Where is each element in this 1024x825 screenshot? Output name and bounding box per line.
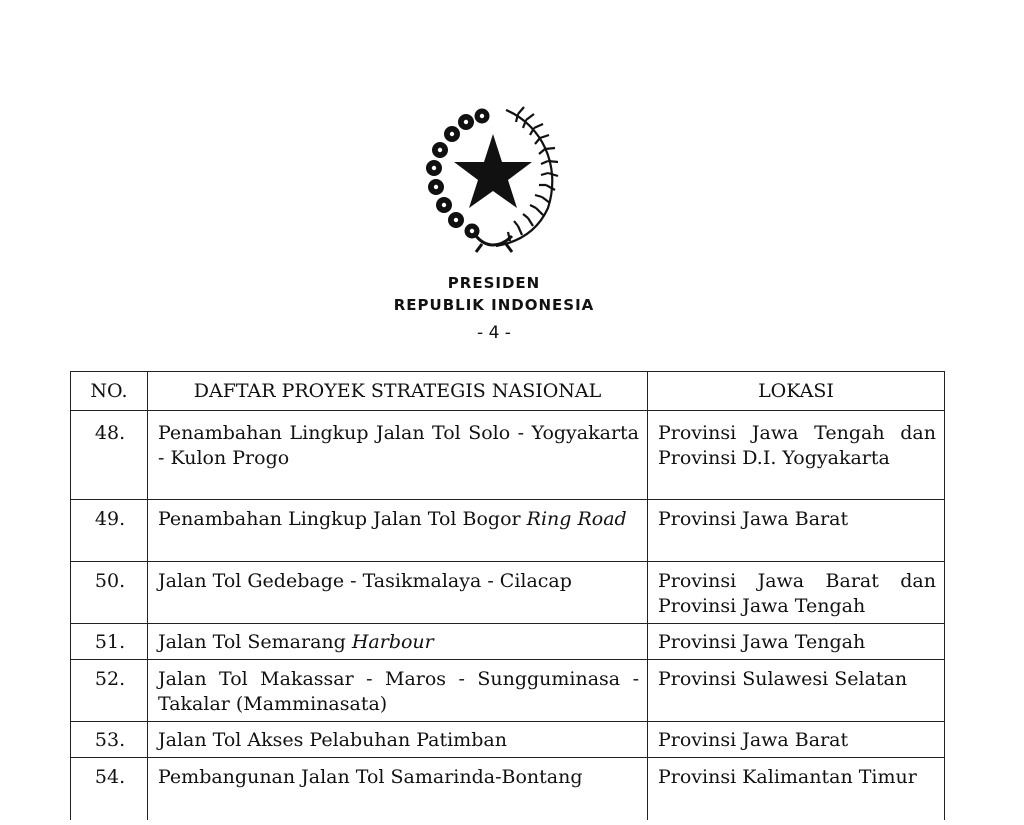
row-project-italic: Ring Road — [526, 508, 627, 530]
table-row — [71, 500, 945, 562]
row-project-text: Jalan Tol Semarang — [158, 631, 346, 653]
row-number: 52. — [71, 660, 148, 722]
row-number: 50. — [71, 562, 148, 624]
row-number: 48. — [71, 411, 148, 500]
row-location: Provinsi Jawa Tengah dan Provinsi D.I. Yogyakarta — [648, 411, 945, 500]
table-row — [71, 411, 945, 500]
row-project — [148, 624, 648, 660]
table-header-row — [71, 372, 945, 411]
star-shape — [454, 134, 532, 208]
column-header-no: NO. — [71, 372, 148, 411]
page-number: - 4 - — [477, 323, 511, 343]
row-location: Provinsi Jawa Barat dan Provinsi Jawa Tengah — [648, 562, 945, 624]
row-number: 51. — [71, 624, 148, 660]
table-row — [71, 624, 945, 660]
row-project: Jalan Tol Gedebage - Tasikmalaya - Cilacap — [148, 562, 648, 624]
row-location: Provinsi Sulawesi Selatan — [648, 660, 945, 722]
table-row — [71, 758, 945, 820]
row-project: Penambahan Lingkup Jalan Tol Solo - Yogyakarta - Kulon Progo — [148, 411, 648, 500]
row-project-text: Penambahan Lingkup Jalan Tol Bogor — [158, 508, 521, 530]
header-title-president: PRESIDEN — [447, 274, 541, 292]
row-project-italic: Harbour — [351, 631, 434, 653]
row-project: Jalan Tol Makassar - Maros - Sungguminasa - Takalar (Mamminasata) — [148, 660, 648, 722]
header-title-republic: REPUBLIK INDONESIA — [393, 296, 595, 314]
row-location: Provinsi Jawa Tengah — [648, 624, 945, 660]
ribbon-knot — [476, 236, 512, 252]
column-header-project: DAFTAR PROYEK STRATEGIS NASIONAL — [148, 372, 648, 411]
row-project: Jalan Tol Akses Pelabuhan Patimban — [148, 722, 648, 758]
row-number: 54. — [71, 758, 148, 820]
column-header-location: LOKASI — [648, 372, 945, 411]
row-number: 53. — [71, 722, 148, 758]
garuda-star-emblem-icon — [420, 104, 566, 254]
row-location: Provinsi Jawa Barat — [648, 722, 945, 758]
row-project — [148, 500, 648, 562]
project-table — [70, 371, 945, 820]
row-location: Provinsi Kalimantan Timur — [648, 758, 945, 820]
table-row — [71, 722, 945, 758]
table-row — [71, 562, 945, 624]
row-number: 49. — [71, 500, 148, 562]
row-location: Provinsi Jawa Barat — [648, 500, 945, 562]
table-row — [71, 660, 945, 722]
row-project: Pembangunan Jalan Tol Samarinda-Bontang — [148, 758, 648, 820]
